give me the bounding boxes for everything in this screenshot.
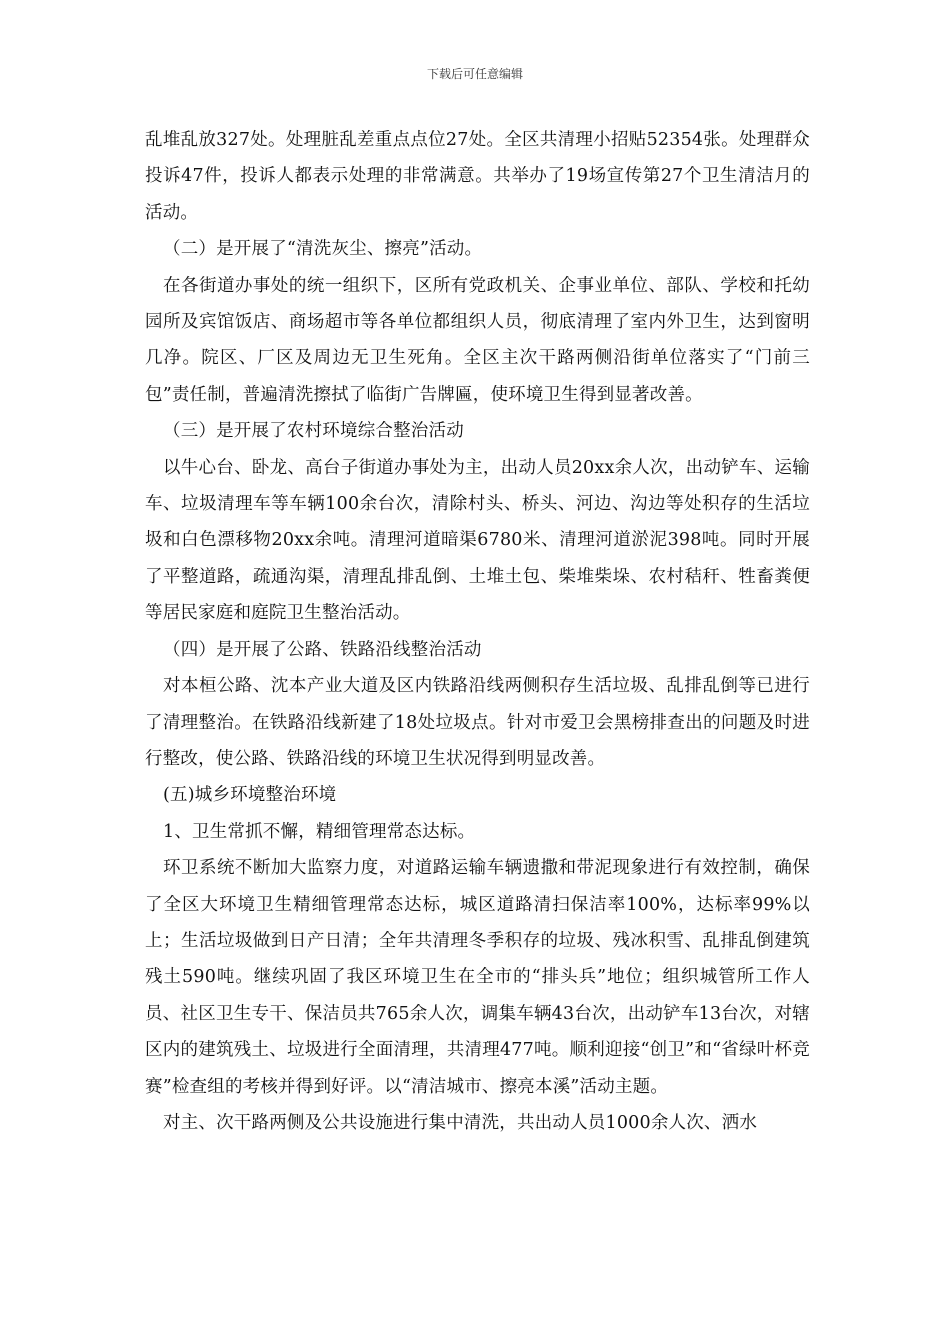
paragraph: 以牛心台、卧龙、高台子街道办事处为主，出动人员20xx余人次，出动铲车、运输车、垃圾清理车等车辆100余台次，清除村头、桥头、河边、沟边等处积存的生活垃圾和白色漂移物20xx余吨。清理河道暗渠6780米、清理河道淤泥398吨。同时开展了平整道路，疏通沟渠，清理乱排乱倒、土堆土包、柴堆柴垛、农村秸秆、牲畜粪便等居民家庭和庭院卫生整治活动。 — [145, 457, 810, 624]
paragraph: 对本桓公路、沈本产业大道及区内铁路沿线两侧积存生活垃圾、乱排乱倒等已进行了清理整治。在铁路沿线新建了18处垃圾点。针对市爱卫会黑榜排查出的问题及时进行整改，使公路、铁路沿线的环境卫生状况得到明显改善。 — [145, 676, 810, 769]
section-heading: (五)城乡环境整治环境 — [163, 785, 337, 806]
paragraph: 环卫系统不断加大监察力度，对道路运输车辆遗撒和带泥现象进行有效控制，确保了全区大环境卫生精细管理常态达标，城区道路清扫保洁率100%，达标率99%以上；生活垃圾做到日产日清；全年共清理冬季积存的垃圾、残冰积雪、乱排乱倒建筑残土590吨。继续巩固了我区环境卫生在全市的“排头兵”地位；组织城管所工作人员、社区卫生专干、保洁员共765余人次，调集车辆43台次，出动铲车13台次，对辖区内的建筑残土、垃圾进行全面清理，共清理477吨。顺利迎接“创卫”和“省绿叶杯竞赛”检查组的考核并得到好评。以“清洁城市、擦亮本溪”活动主题。 — [145, 858, 810, 1097]
page-header: 下载后可任意编辑 — [426, 67, 523, 81]
document-body — [145, 122, 810, 1141]
section-heading: （四）是开展了公路、铁路沿线整治活动 — [163, 639, 482, 660]
paragraph: 乱堆乱放327处。处理脏乱差重点点位27处。全区共清理小招贴52354张。处理群众投诉47件，投诉人都表示处理的非常满意。共举办了19场宣传第27个卫生清洁月的活动。 — [145, 130, 810, 223]
paragraph: 在各街道办事处的统一组织下，区所有党政机关、企事业单位、部队、学校和托幼园所及宾馆饭店、商场超市等各单位都组织人员，彻底清理了室内外卫生，达到窗明几净。院区、厂区及周边无卫生死角。全区主次干路两侧沿街单位落实了“门前三包”责任制，普遍清洗擦拭了临街广告牌匾，使环境卫生得到显著改善。 — [145, 275, 810, 405]
paragraph: 对主、次干路两侧及公共设施进行集中清洗，共出动人员1000余人次、洒水 — [163, 1112, 758, 1133]
section-heading: （二）是开展了“清洗灰尘、擦亮”活动。 — [163, 239, 483, 260]
section-heading: （三）是开展了农村环境综合整治活动 — [163, 421, 464, 442]
subsection-heading: 1、卫生常抓不懈，精细管理常态达标。 — [163, 821, 476, 842]
